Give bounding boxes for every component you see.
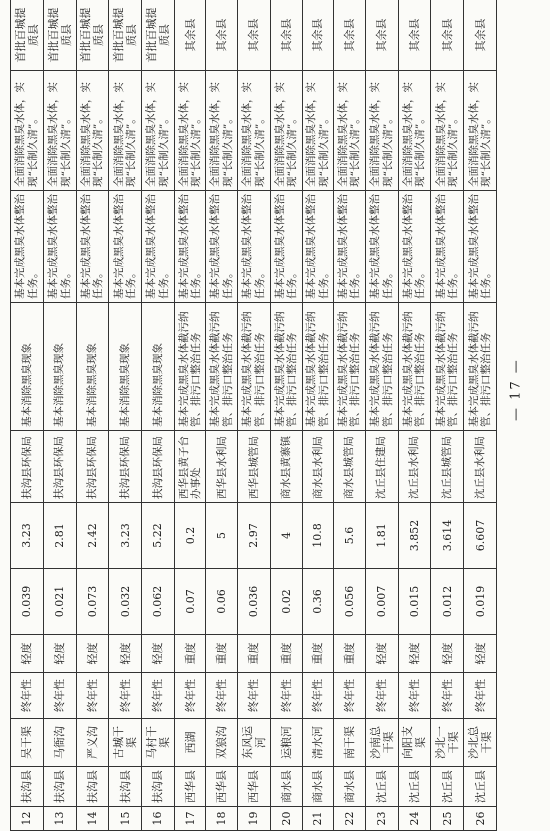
target-2019-cell: 基本完成黑臭水体整治任务。 xyxy=(142,191,175,303)
target-2019-cell: 基本完成黑臭水体整治任务。 xyxy=(238,191,271,303)
nature-cell: 终年性 xyxy=(206,673,238,719)
degree-cell: 重度 xyxy=(174,635,206,673)
target-2019-cell: 基本完成黑臭水体整治任务。 xyxy=(365,191,398,303)
length-cell: 3.23 xyxy=(109,503,142,569)
area-cell: 0.012 xyxy=(431,569,464,635)
category-cell: 其余县 xyxy=(270,0,302,71)
nature-cell: 终年性 xyxy=(302,673,334,719)
target-2018-cell: 基本消除黑臭现象 xyxy=(43,303,76,431)
county-cell: 沈丘县 xyxy=(464,767,497,807)
row-number-cell: 15 xyxy=(109,807,142,831)
row-number-cell: 18 xyxy=(206,807,238,831)
degree-cell: 轻度 xyxy=(464,635,497,673)
target-2018-cell: 基本完成黑臭水体截污纳管、排污口整治任务 xyxy=(270,303,302,431)
target-2020-cell: 全面消除黑臭水体，实现“长制久清”。 xyxy=(334,71,366,191)
area-cell: 0.07 xyxy=(174,569,206,635)
nature-cell: 终年性 xyxy=(334,673,366,719)
row-number-cell: 26 xyxy=(464,807,497,831)
target-2020-cell: 全面消除黑臭水体，实现“长制久清”。 xyxy=(174,71,206,191)
row-number-cell: 23 xyxy=(365,807,398,831)
area-cell: 0.021 xyxy=(43,569,76,635)
degree-cell: 重度 xyxy=(206,635,238,673)
category-cell: 其余县 xyxy=(334,0,366,71)
target-2019-cell: 基本完成黑臭水体整治任务。 xyxy=(464,191,497,303)
degree-cell: 轻度 xyxy=(365,635,398,673)
target-2019-cell: 基本完成黑臭水体整治任务。 xyxy=(431,191,464,303)
target-2019-cell: 基本完成黑臭水体整治任务。 xyxy=(302,191,334,303)
target-2018-cell: 基本完成黑臭水体截污纳管、排污口整治任务 xyxy=(302,303,334,431)
length-cell: 4 xyxy=(270,503,302,569)
table-row xyxy=(302,0,334,831)
row-number-cell: 17 xyxy=(174,807,206,831)
water-body-name-cell: 沙北一干渠 xyxy=(431,719,464,767)
nature-cell: 终年性 xyxy=(398,673,431,719)
area-cell: 0.062 xyxy=(142,569,175,635)
category-cell: 其余县 xyxy=(398,0,431,71)
table-row xyxy=(76,0,109,831)
length-cell: 3.614 xyxy=(431,503,464,569)
target-2020-cell: 全面消除黑臭水体，实现“长制久清”。 xyxy=(76,71,109,191)
target-2019-cell: 基本完成黑臭水体整治任务。 xyxy=(11,191,44,303)
length-cell: 5 xyxy=(206,503,238,569)
table-row xyxy=(334,0,366,831)
water-body-name-cell: 南干渠 xyxy=(334,719,366,767)
row-number-cell: 22 xyxy=(334,807,366,831)
responsible-dept-cell: 扶沟县环保局 xyxy=(109,431,142,503)
water-body-name-cell: 古城干渠 xyxy=(109,719,142,767)
table-row xyxy=(174,0,206,831)
area-cell: 0.007 xyxy=(365,569,398,635)
category-cell: 其余县 xyxy=(464,0,497,71)
table-row xyxy=(464,0,497,831)
county-cell: 扶沟县 xyxy=(43,767,76,807)
responsible-dept-cell: 沈丘县水利局 xyxy=(398,431,431,503)
category-cell: 其余县 xyxy=(431,0,464,71)
nature-cell: 终年性 xyxy=(142,673,175,719)
responsible-dept-cell: 沈丘县水利局 xyxy=(464,431,497,503)
table-container xyxy=(10,0,497,831)
row-number-cell: 14 xyxy=(76,807,109,831)
row-number-cell: 21 xyxy=(302,807,334,831)
length-cell: 0.2 xyxy=(174,503,206,569)
county-cell: 沈丘县 xyxy=(431,767,464,807)
target-2018-cell: 基本完成黑臭水体截污纳管、排污口整治任务 xyxy=(365,303,398,431)
target-2020-cell: 全面消除黑臭水体，实现“长制久清”。 xyxy=(142,71,175,191)
table-row xyxy=(431,0,464,831)
target-2019-cell: 基本完成黑臭水体整治任务。 xyxy=(270,191,302,303)
black-odorous-water-table xyxy=(10,0,497,831)
county-cell: 商水县 xyxy=(334,767,366,807)
nature-cell: 终年性 xyxy=(464,673,497,719)
county-cell: 扶沟县 xyxy=(142,767,175,807)
water-body-name-cell: 向阳支渠 xyxy=(398,719,431,767)
responsible-dept-cell: 商水县城管局 xyxy=(334,431,366,503)
length-cell: 2.81 xyxy=(43,503,76,569)
county-cell: 沈丘县 xyxy=(398,767,431,807)
degree-cell: 重度 xyxy=(302,635,334,673)
county-cell: 沈丘县 xyxy=(365,767,398,807)
length-cell: 10.8 xyxy=(302,503,334,569)
county-cell: 扶沟县 xyxy=(109,767,142,807)
target-2018-cell: 基本消除黑臭现象 xyxy=(109,303,142,431)
nature-cell: 终年性 xyxy=(431,673,464,719)
target-2020-cell: 全面消除黑臭水体，实现“长制久清”。 xyxy=(270,71,302,191)
table-row xyxy=(365,0,398,831)
responsible-dept-cell: 商水县水利局 xyxy=(302,431,334,503)
target-2018-cell: 基本完成黑臭水体截污纳管、排污口整治任务 xyxy=(431,303,464,431)
degree-cell: 轻度 xyxy=(43,635,76,673)
target-2020-cell: 全面消除黑臭水体，实现“长制久清”。 xyxy=(431,71,464,191)
table-row xyxy=(109,0,142,831)
target-2018-cell: 基本消除黑臭现象 xyxy=(11,303,44,431)
target-2018-cell: 基本消除黑臭现象 xyxy=(142,303,175,431)
category-cell: 其余县 xyxy=(302,0,334,71)
table-row xyxy=(206,0,238,831)
row-number-cell: 25 xyxy=(431,807,464,831)
water-body-name-cell: 马村干渠 xyxy=(142,719,175,767)
degree-cell: 轻度 xyxy=(11,635,44,673)
category-cell: 首批百城提质县 xyxy=(109,0,142,71)
row-number-cell: 13 xyxy=(43,807,76,831)
length-cell: 2.42 xyxy=(76,503,109,569)
water-body-name-cell: 严义沟 xyxy=(76,719,109,767)
water-body-name-cell: 马衙沟 xyxy=(43,719,76,767)
category-cell: 首批百城提质县 xyxy=(142,0,175,71)
water-body-name-cell: 西湖 xyxy=(174,719,206,767)
category-cell: 首批百城提质县 xyxy=(43,0,76,71)
water-body-name-cell: 吴干渠 xyxy=(11,719,44,767)
target-2019-cell: 基本完成黑臭水体整治任务。 xyxy=(334,191,366,303)
target-2020-cell: 全面消除黑臭水体，实现“长制久清”。 xyxy=(11,71,44,191)
nature-cell: 终年性 xyxy=(76,673,109,719)
nature-cell: 终年性 xyxy=(109,673,142,719)
water-body-name-cell: 双狼沟 xyxy=(206,719,238,767)
area-cell: 0.36 xyxy=(302,569,334,635)
area-cell: 0.036 xyxy=(238,569,271,635)
responsible-dept-cell: 沈丘县住建局 xyxy=(365,431,398,503)
length-cell: 5.6 xyxy=(334,503,366,569)
degree-cell: 轻度 xyxy=(109,635,142,673)
county-cell: 西华县 xyxy=(238,767,271,807)
degree-cell: 轻度 xyxy=(76,635,109,673)
responsible-dept-cell: 西华县城管局 xyxy=(238,431,271,503)
area-cell: 0.06 xyxy=(206,569,238,635)
county-cell: 商水县 xyxy=(302,767,334,807)
responsible-dept-cell: 扶沟县环保局 xyxy=(11,431,44,503)
category-cell: 首批百城提质县 xyxy=(76,0,109,71)
length-cell: 5.22 xyxy=(142,503,175,569)
target-2018-cell: 基本消除黑臭现象 xyxy=(76,303,109,431)
area-cell: 0.019 xyxy=(464,569,497,635)
row-number-cell: 19 xyxy=(238,807,271,831)
target-2020-cell: 全面消除黑臭水体，实现“长制久清”。 xyxy=(302,71,334,191)
area-cell: 0.056 xyxy=(334,569,366,635)
responsible-dept-cell: 西华县水利局 xyxy=(206,431,238,503)
target-2019-cell: 基本完成黑臭水体整治任务。 xyxy=(206,191,238,303)
target-2020-cell: 全面消除黑臭水体，实现“长制久清”。 xyxy=(398,71,431,191)
target-2018-cell: 基本完成黑臭水体截污纳管、排污口整治任务 xyxy=(464,303,497,431)
nature-cell: 终年性 xyxy=(43,673,76,719)
area-cell: 0.02 xyxy=(270,569,302,635)
nature-cell: 终年性 xyxy=(365,673,398,719)
length-cell: 3.23 xyxy=(11,503,44,569)
target-2018-cell: 基本完成黑臭水体截污纳管、排污口整治任务 xyxy=(238,303,271,431)
degree-cell: 轻度 xyxy=(142,635,175,673)
target-2019-cell: 基本完成黑臭水体整治任务。 xyxy=(398,191,431,303)
target-2018-cell: 基本完成黑臭水体截污纳管、排污口整治任务 xyxy=(174,303,206,431)
target-2019-cell: 基本完成黑臭水体整治任务。 xyxy=(109,191,142,303)
target-2020-cell: 全面消除黑臭水体，实现“长制久清”。 xyxy=(464,71,497,191)
responsible-dept-cell: 西华县黄子台办事处 xyxy=(174,431,206,503)
degree-cell: 轻度 xyxy=(431,635,464,673)
county-cell: 扶沟县 xyxy=(76,767,109,807)
degree-cell: 重度 xyxy=(270,635,302,673)
target-2020-cell: 全面消除黑臭水体，实现“长制久清”。 xyxy=(238,71,271,191)
table-row xyxy=(142,0,175,831)
responsible-dept-cell: 扶沟县环保局 xyxy=(142,431,175,503)
table-row xyxy=(398,0,431,831)
degree-cell: 重度 xyxy=(334,635,366,673)
row-number-cell: 24 xyxy=(398,807,431,831)
water-body-name-cell: 运粮河 xyxy=(270,719,302,767)
area-cell: 0.032 xyxy=(109,569,142,635)
target-2019-cell: 基本完成黑臭水体整治任务。 xyxy=(43,191,76,303)
responsible-dept-cell: 扶沟县环保局 xyxy=(43,431,76,503)
category-cell: 其余县 xyxy=(174,0,206,71)
area-cell: 0.039 xyxy=(11,569,44,635)
length-cell: 3.852 xyxy=(398,503,431,569)
area-cell: 0.015 xyxy=(398,569,431,635)
nature-cell: 终年性 xyxy=(270,673,302,719)
row-number-cell: 20 xyxy=(270,807,302,831)
row-number-cell: 16 xyxy=(142,807,175,831)
water-body-name-cell: 清水河 xyxy=(302,719,334,767)
target-2019-cell: 基本完成黑臭水体整治任务。 xyxy=(76,191,109,303)
target-2020-cell: 全面消除黑臭水体，实现“长制久清”。 xyxy=(206,71,238,191)
category-cell: 其余县 xyxy=(365,0,398,71)
length-cell: 2.97 xyxy=(238,503,271,569)
county-cell: 扶沟县 xyxy=(11,767,44,807)
water-body-name-cell: 沙北总干渠 xyxy=(464,719,497,767)
table-row xyxy=(270,0,302,831)
table-body xyxy=(11,0,497,831)
responsible-dept-cell: 扶沟县环保局 xyxy=(76,431,109,503)
nature-cell: 终年性 xyxy=(174,673,206,719)
nature-cell: 终年性 xyxy=(238,673,271,719)
degree-cell: 轻度 xyxy=(398,635,431,673)
county-cell: 西华县 xyxy=(174,767,206,807)
page-number: — 17 — xyxy=(508,358,524,422)
responsible-dept-cell: 商水县黄寨镇 xyxy=(270,431,302,503)
target-2020-cell: 全面消除黑臭水体，实现“长制久清”。 xyxy=(365,71,398,191)
target-2018-cell: 基本完成黑臭水体截污纳管、排污口整治任务 xyxy=(398,303,431,431)
county-cell: 西华县 xyxy=(206,767,238,807)
responsible-dept-cell: 沈丘县城管局 xyxy=(431,431,464,503)
table-row xyxy=(238,0,271,831)
target-2020-cell: 全面消除黑臭水体，实现“长制久清”。 xyxy=(43,71,76,191)
table-row xyxy=(43,0,76,831)
target-2019-cell: 基本完成黑臭水体整治任务。 xyxy=(174,191,206,303)
length-cell: 1.81 xyxy=(365,503,398,569)
row-number-cell: 12 xyxy=(11,807,44,831)
category-cell: 其余县 xyxy=(238,0,271,71)
water-body-name-cell: 东风运河 xyxy=(238,719,271,767)
target-2018-cell: 基本完成黑臭水体截污纳管、排污口整治任务 xyxy=(206,303,238,431)
category-cell: 其余县 xyxy=(206,0,238,71)
nature-cell: 终年性 xyxy=(11,673,44,719)
length-cell: 6.607 xyxy=(464,503,497,569)
target-2020-cell: 全面消除黑臭水体，实现“长制久清”。 xyxy=(109,71,142,191)
table-row xyxy=(11,0,44,831)
area-cell: 0.073 xyxy=(76,569,109,635)
degree-cell: 重度 xyxy=(238,635,271,673)
water-body-name-cell: 沙南总干渠 xyxy=(365,719,398,767)
category-cell: 首批百城提质县 xyxy=(11,0,44,71)
target-2018-cell: 基本完成黑臭水体截污纳管、排污口整治任务 xyxy=(334,303,366,431)
county-cell: 商水县 xyxy=(270,767,302,807)
